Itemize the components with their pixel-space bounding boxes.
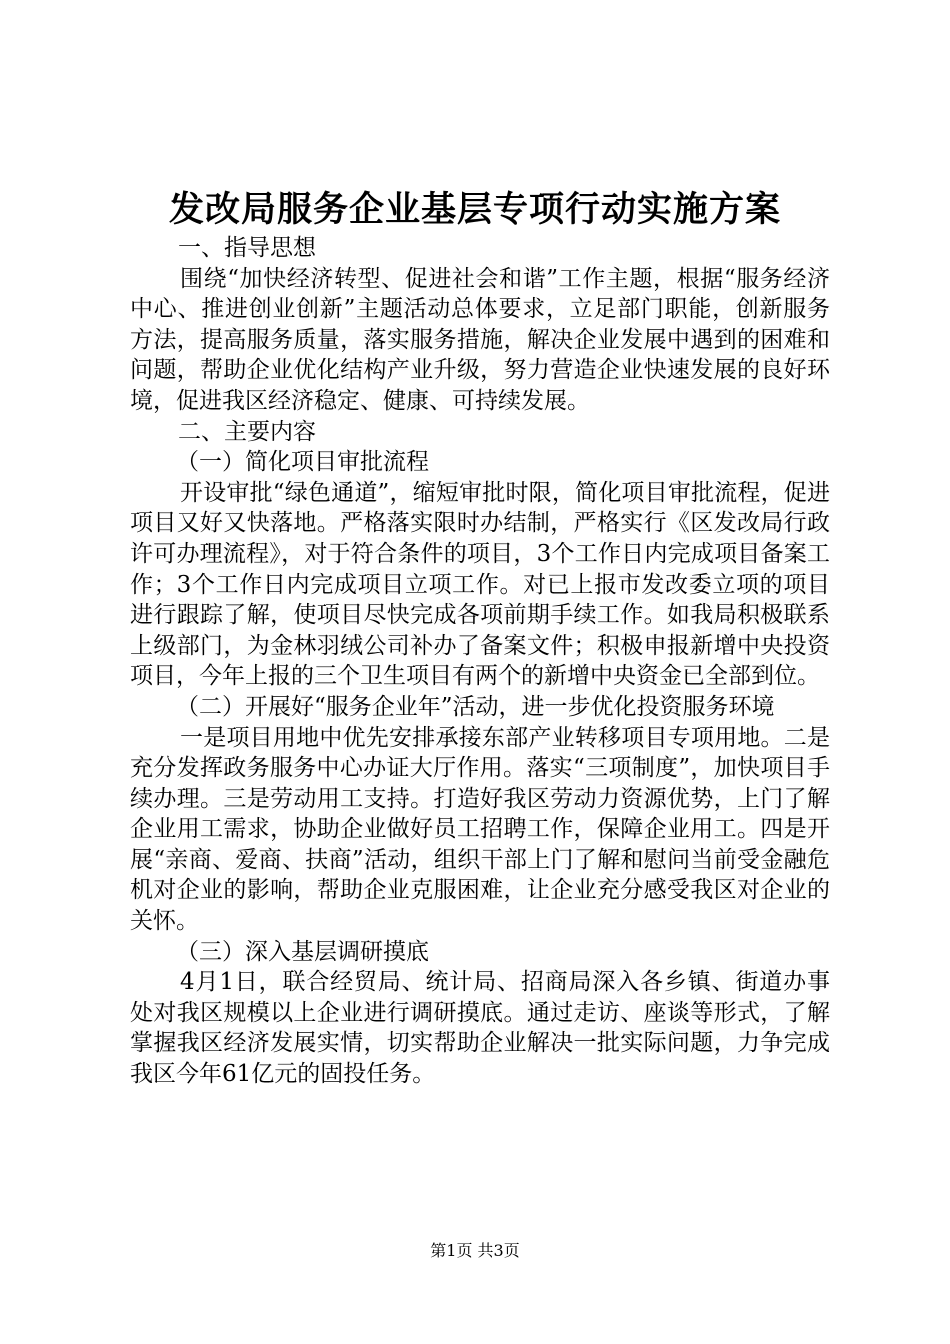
page-footer: 第1页 共3页 bbox=[430, 1241, 520, 1260]
paragraph: 围绕“加快经济转型、促进社会和谐”工作主题，根据“服务经济中心、推进创业创新”主题活动总体要求，立足部门职能，创新服务方法，提高服务质量，落实服务措施，解决企业发展中遇到的困难和问题，帮助企业优化结构产业升级，努力营造企业快速发展的良好环境，促进我区经济稳定、健康、可持续发展。 bbox=[130, 265, 830, 414]
subsection-heading: （二）开展好“服务企业年”活动，进一步优化投资服务环境 bbox=[176, 693, 775, 720]
paragraph: 一是项目用地中优先安排承接东部产业转移项目专项用地。二是充分发挥政务服务中心办证大厅作用。落实“三项制度”，加快项目手续办理。三是劳动用工支持。打造好我区劳动力资源优势，上门了解企业用工需求，协助企业做好员工招聘工作，保障企业用工。四是开展“亲商、爱商、扶商”活动，组织干部上门了解和慰问当前受金融危机对企业的影响，帮助企业克服困难，让企业充分感受我区对企业的关怀。 bbox=[130, 724, 830, 935]
subsection-heading: （三）深入基层调研摸底 bbox=[176, 938, 429, 965]
paragraph: 开设审批“绿色通道”，缩短审批时限，简化项目审批流程，促进项目又好又快落地。严格落实限时办结制，严格实行《区发改局行政许可办理流程》，对于符合条件的项目，3个工作日内完成项目备案工作；3个工作日内完成项目立项工作。对已上报市发改委立项的项目进行跟踪了解，使项目尽快完成各项前期手续工作。如我局积极联系上级部门，为金林羽绒公司补办了备案文件；积极申报新增中央投资项目，今年上报的三个卫生项目有两个的新增中央资金已全部到位。 bbox=[130, 479, 830, 690]
subsection-heading: （一）简化项目审批流程 bbox=[176, 449, 429, 476]
document-title: 发改局服务企业基层专项行动实施方案 bbox=[168, 189, 781, 230]
document-body bbox=[130, 233, 830, 1090]
section-heading: 一、指导思想 bbox=[178, 235, 316, 261]
section-heading: 二、主要内容 bbox=[178, 418, 316, 445]
paragraph: 4月1日，联合经贸局、统计局、招商局深入各乡镇、街道办事处对我区规模以上企业进行调研摸底。通过走访、座谈等形式，了解掌握我区经济发展实情，切实帮助企业解决一批实际问题，力争完成我区今年61亿元的固投任务。 bbox=[130, 969, 830, 1088]
